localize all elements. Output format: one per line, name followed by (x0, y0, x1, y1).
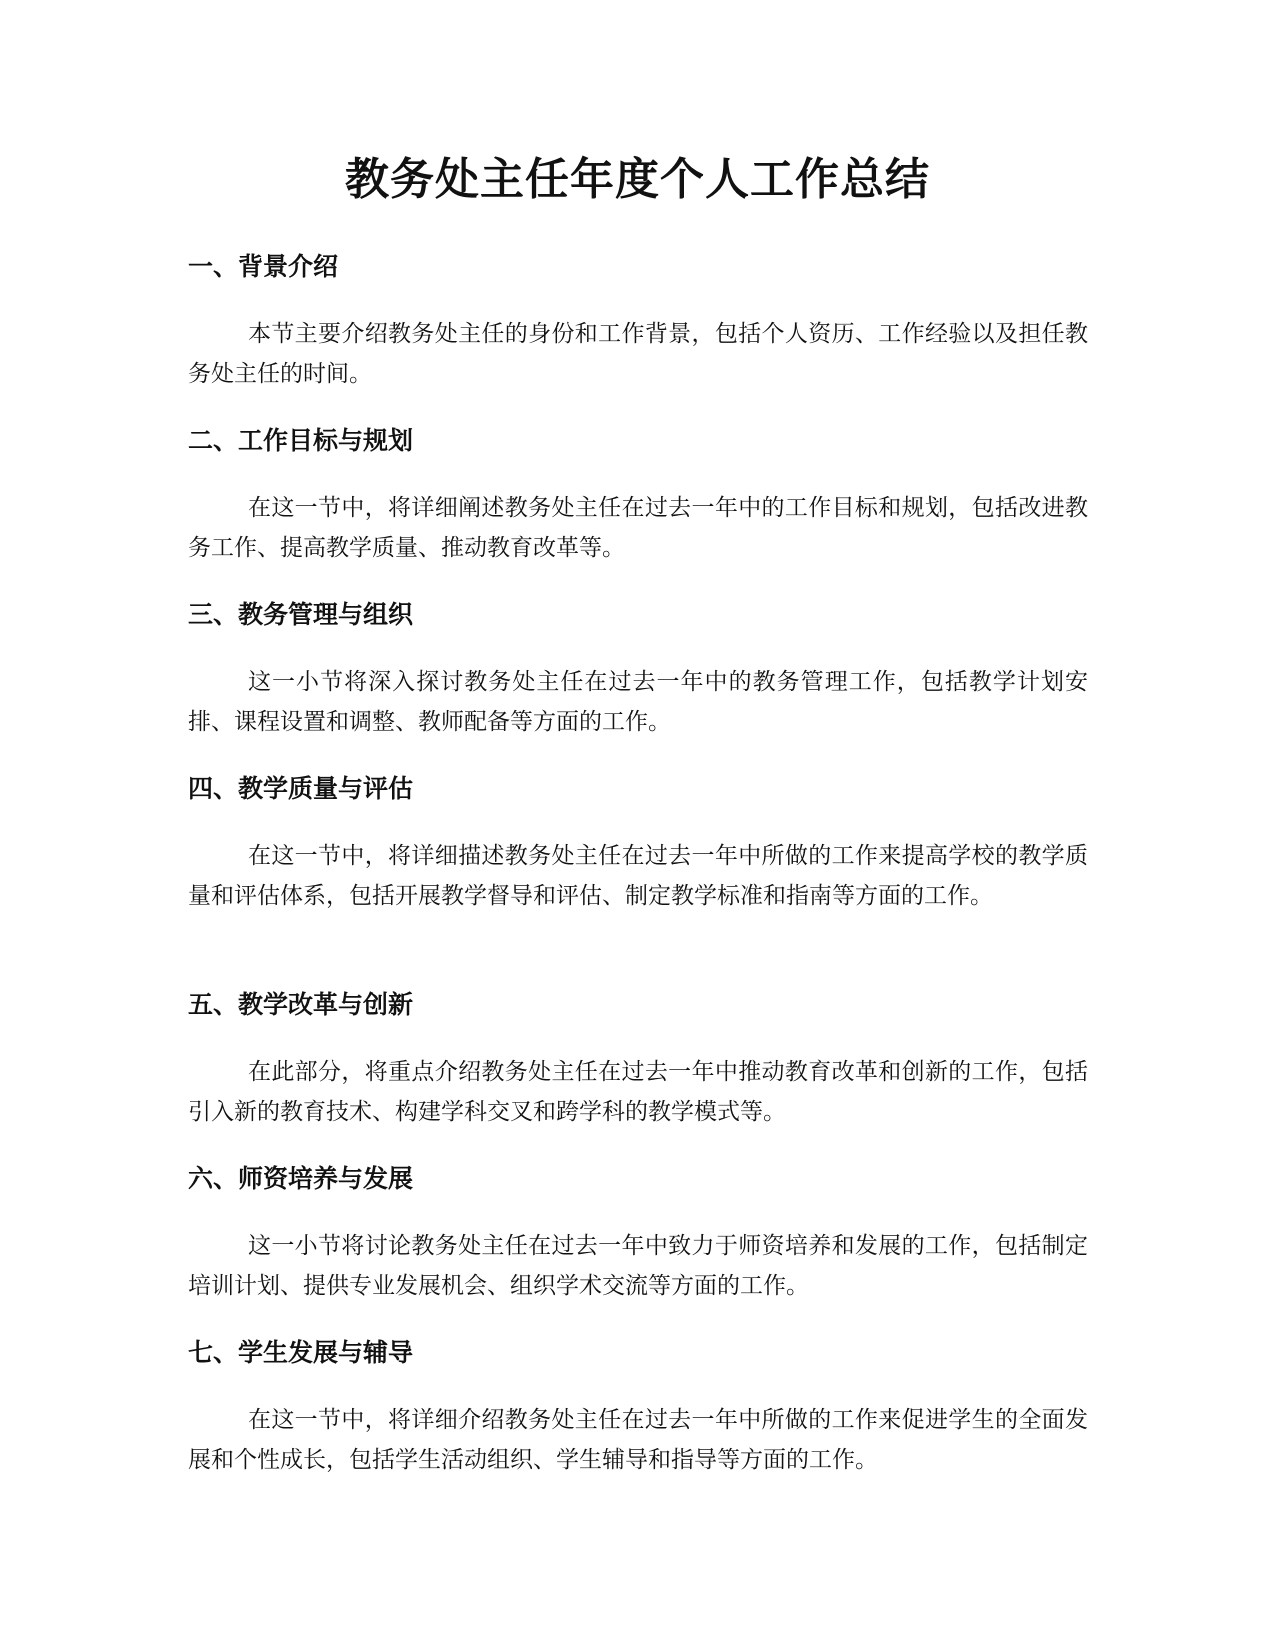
section-teacher-development (188, 1162, 1088, 1306)
section-paragraph: 在这一节中，将详细介绍教务处主任在过去一年中所做的工作来促进学生的全面发展和个性成长，包括学生活动组织、学生辅导和指导等方面的工作。 (188, 1407, 1088, 1473)
section-heading: 四、教学质量与评估 (188, 774, 414, 803)
section-heading: 三、教务管理与组织 (188, 600, 414, 629)
section-paragraph: 这一小节将深入探讨教务处主任在过去一年中的教务管理工作，包括教学计划安排、课程设置和调整、教师配备等方面的工作。 (188, 669, 1088, 735)
section-background (188, 250, 1088, 394)
document-title: 教务处主任年度个人工作总结 (345, 154, 930, 205)
section-paragraph: 在此部分，将重点介绍教务处主任在过去一年中推动教育改革和创新的工作，包括引入新的教育技术、构建学科交叉和跨学科的教学模式等。 (188, 1059, 1088, 1125)
section-management-organization (188, 598, 1088, 742)
section-paragraph: 在这一节中，将详细描述教务处主任在过去一年中所做的工作来提高学校的教学质量和评估体系，包括开展教学督导和评估、制定教学标准和指南等方面的工作。 (188, 843, 1088, 909)
section-heading: 六、师资培养与发展 (188, 1164, 414, 1193)
section-paragraph: 在这一节中，将详细阐述教务处主任在过去一年中的工作目标和规划，包括改进教务工作、提高教学质量、推动教育改革等。 (188, 495, 1088, 561)
section-paragraph: 本节主要介绍教务处主任的身份和工作背景，包括个人资历、工作经验以及担任教务处主任的时间。 (188, 321, 1088, 387)
section-heading: 七、学生发展与辅导 (188, 1338, 414, 1367)
section-heading: 二、工作目标与规划 (188, 426, 414, 455)
section-quality-evaluation (188, 772, 1088, 916)
section-goals-planning (188, 424, 1088, 568)
section-paragraph: 这一小节将讨论教务处主任在过去一年中致力于师资培养和发展的工作，包括制定培训计划、提供专业发展机会、组织学术交流等方面的工作。 (188, 1233, 1088, 1299)
section-heading: 一、背景介绍 (188, 252, 339, 281)
section-reform-innovation (188, 988, 1088, 1132)
section-heading: 五、教学改革与创新 (188, 990, 414, 1019)
section-student-development (188, 1336, 1088, 1480)
